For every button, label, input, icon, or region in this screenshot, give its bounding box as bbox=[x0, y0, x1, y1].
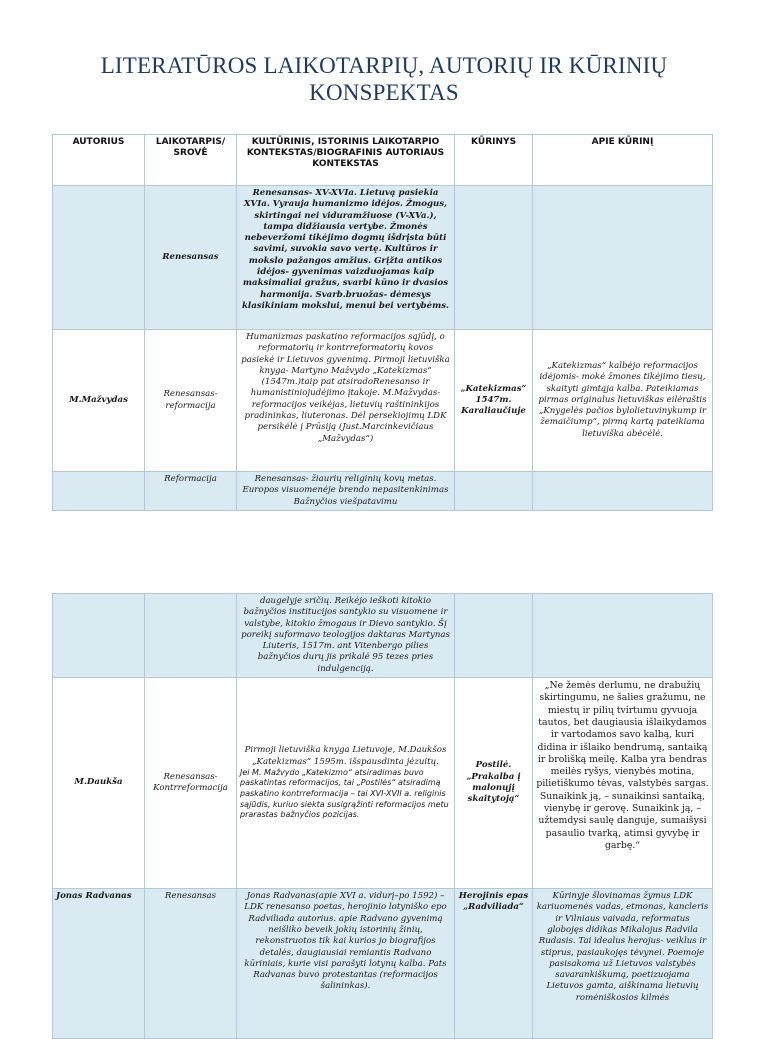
cell-about bbox=[533, 472, 713, 511]
table-row bbox=[53, 472, 713, 511]
cell-about: „Katekizmas“ kalbėjo reformacijos idėjomis- mokė žmones tikėjimo tiesų, skaityti gimtąja kalba. Pateikiamas pirmas originalus lietuviškas eilėraštis „Knygelės pačios bylolietuvinykump ir žemaičiump“, pirmą kartą pateikiama lietuviška abėcėlė. bbox=[533, 330, 713, 472]
title-line-2: KONSPEKTAS bbox=[309, 80, 459, 105]
context-note-text: Jei M. Mažvydo „Katekizmo“ atsiradimas buvo paskatintas reformacijos, tai „Postilės“ atsiradimą paskatino kontrreformacija – tai XVI-XVII a. religinis sąjūdis, kuriuo siekta susigrąžinti reformacijos metu prarastas bažnyčios pozicijas. bbox=[240, 767, 449, 820]
cell-context: Jonas Radvanas(apie XVI a. vidurį–po 1592) – LDK renesanso poetas, herojinio lotyniško epo Radviliada autorius. apie Radvano gyvenimą neišliko beveik jokių istorinių žinių, rekonstruotos tik kai kurios jo biografijos detalės, daugiausiai remiantis Radvano kūriniais, kurie visi parašyti lotynų kalba. Pats Radvanas buvo protestantas (reformacijos šalininkas). bbox=[237, 889, 455, 1039]
cell-context: Renesansas- XV-XVIa. Lietuvą pasiekia XVIa. Vyrauja humanizmo idėjos. Žmogus, skirtingai nei viduramžiuose (V-XVa.), tampa didžiausia vertybe. Žmonės nebeveržomi tikėjimo dogmų išdrįsta būti savimi, suvokia savo vertę. Kultūros ir mokslo pažangos amžius. Grįžta antikos idėjos- gyvenimas vaizduojamas kaip maksimaliai gražus, svarbi kūno ir dvasios harmonija. Svarb.bruožas- dėmesys klasikiniam mokslui, menui bei vertybėms. bbox=[237, 186, 455, 330]
table-row bbox=[53, 678, 713, 889]
cell-work bbox=[455, 594, 533, 678]
cell-period: Renesansas bbox=[145, 186, 237, 330]
cell-period: Reformacija bbox=[145, 472, 237, 511]
table-row bbox=[53, 186, 713, 330]
cell-context: daugelyje sričių. Reikėjo ieškoti kitokio bažnyčios institucijos santykio su visuomene ir valstybe, kitokio žmogaus ir Dievo santykio. Šį poreikį suformavo teologijos daktaras Martynas Liuteris, 1517m. ant Vitenbergo pilies bažnyčios durų jis prikalė 95 tezes pries indulgenciją. bbox=[237, 594, 455, 678]
cell-author: Jonas Radvanas bbox=[53, 889, 145, 1039]
document-title bbox=[0, 52, 768, 106]
cell-author bbox=[53, 594, 145, 678]
cell-period bbox=[145, 594, 237, 678]
cell-about bbox=[533, 186, 713, 330]
cell-work: „Katekizmas“ 1547m. Karaliaučiuje bbox=[455, 330, 533, 472]
cell-about: Kūrinyje šlovinamas žymus LDK kariuomenės vadas, etmonas, kancleris ir Vilniaus vaivada, reformatus globojęs didikas Mikalojus Radvila Rudasis. Tai idealus herojus- veiklus ir stiprus, pasiaukojęs tėvynei. Poemoje pasisakoma už Lietuvos valstybės savarankiškumą, poetizuojama Lietuvos gamta, aiškinama lietuvių romėniškosios kilmės bbox=[533, 889, 713, 1039]
literature-table-continued bbox=[52, 593, 713, 1039]
cell-period: Renesansas- Kontrreformacija bbox=[145, 678, 237, 889]
table-row bbox=[53, 889, 713, 1039]
header-about: APIE KŪRINĮ bbox=[533, 135, 713, 186]
header-context: KULTŪRINIS, ISTORINIS LAIKOTARPIO KONTEKSTAS/BIOGRAFINIS AUTORIAUS KONTEKSTAS bbox=[237, 135, 455, 186]
cell-context: Renesansas- žiaurių religinių kovų metas. Europos visuomenėje brendo nepasitenkinimas Bažnyčios viešpatavimu bbox=[237, 472, 455, 511]
cell-work bbox=[455, 472, 533, 511]
cell-work: Herojinis epas „Radviliada“ bbox=[455, 889, 533, 1039]
cell-about bbox=[533, 594, 713, 678]
cell-work: Postilė. „Prakalba į malonųjį skaitytoją“ bbox=[455, 678, 533, 889]
title-line-1: LITERATŪROS LAIKOTARPIŲ, AUTORIŲ IR KŪRINIŲ bbox=[100, 53, 668, 78]
cell-author: M.Daukša bbox=[53, 678, 145, 889]
cell-about: „Ne žemės derlumu, ne drabužių skirtingumu, ne šalies gražumu, ne miestų ir pilių tvirtumu gyvuoja tautos, bet daugiausia išlaikydamos ir vartodamos savo kalbą, kuri didina ir išlaiko bendrumą, santaiką ir brolišką meilę. Kalba yra bendras meilės ryšys, vienybės motina, pilietiškumo tėvas, valstybės sargas. Sunaikink ją, – sunaikinsi santaiką, vienybę ir gerovę. Sunaikink ją, – užtemdysi saulę danguje, sumaišysi pasaulio tvarką, atimsi gyvybę ir garbę.“ bbox=[533, 678, 713, 889]
cell-period: Renesansas bbox=[145, 889, 237, 1039]
cell-period: Renesansas- reformacija bbox=[145, 330, 237, 472]
header-period: LAIKOTARPIS/ SROVĖ bbox=[145, 135, 237, 186]
table-row bbox=[53, 330, 713, 472]
header-author: AUTORIUS bbox=[53, 135, 145, 186]
cell-author: M.Mažvydas bbox=[53, 330, 145, 472]
cell-work bbox=[455, 186, 533, 330]
cell-context: Humanizmas paskatino reformacijos sąjūdį, o reformatorių ir kontrreformatorių kovos pasiekė ir Lietuvos gyvenimą. Pirmoji lietuviška knyga- Martyno Mažvydo „Katekizmas“ (1547m.)taip pat atsiradoRenesanso ir humanistiniojudėjimo įtakoje. M.Mažvydas- reformacijos veikėjas, lietuvių raštininkijos pradininkas, liuteronas. Dėl persekiojimų LDK persikėlė į Prūsiją (Just.Marcinkevičiaus „Mažvydas“) bbox=[237, 330, 455, 472]
literature-table bbox=[52, 134, 713, 511]
table-row bbox=[53, 594, 713, 678]
cell-author bbox=[53, 186, 145, 330]
cell-author bbox=[53, 472, 145, 511]
header-work: KŪRINYS bbox=[455, 135, 533, 186]
header-row bbox=[53, 135, 713, 186]
cell-context bbox=[237, 678, 455, 889]
context-main-text: Pirmoji lietuviška knyga Lietuvoje, M.Daukšos „Katekizmas“ 1595m. išspausdinta jėzuitų. bbox=[244, 745, 447, 767]
